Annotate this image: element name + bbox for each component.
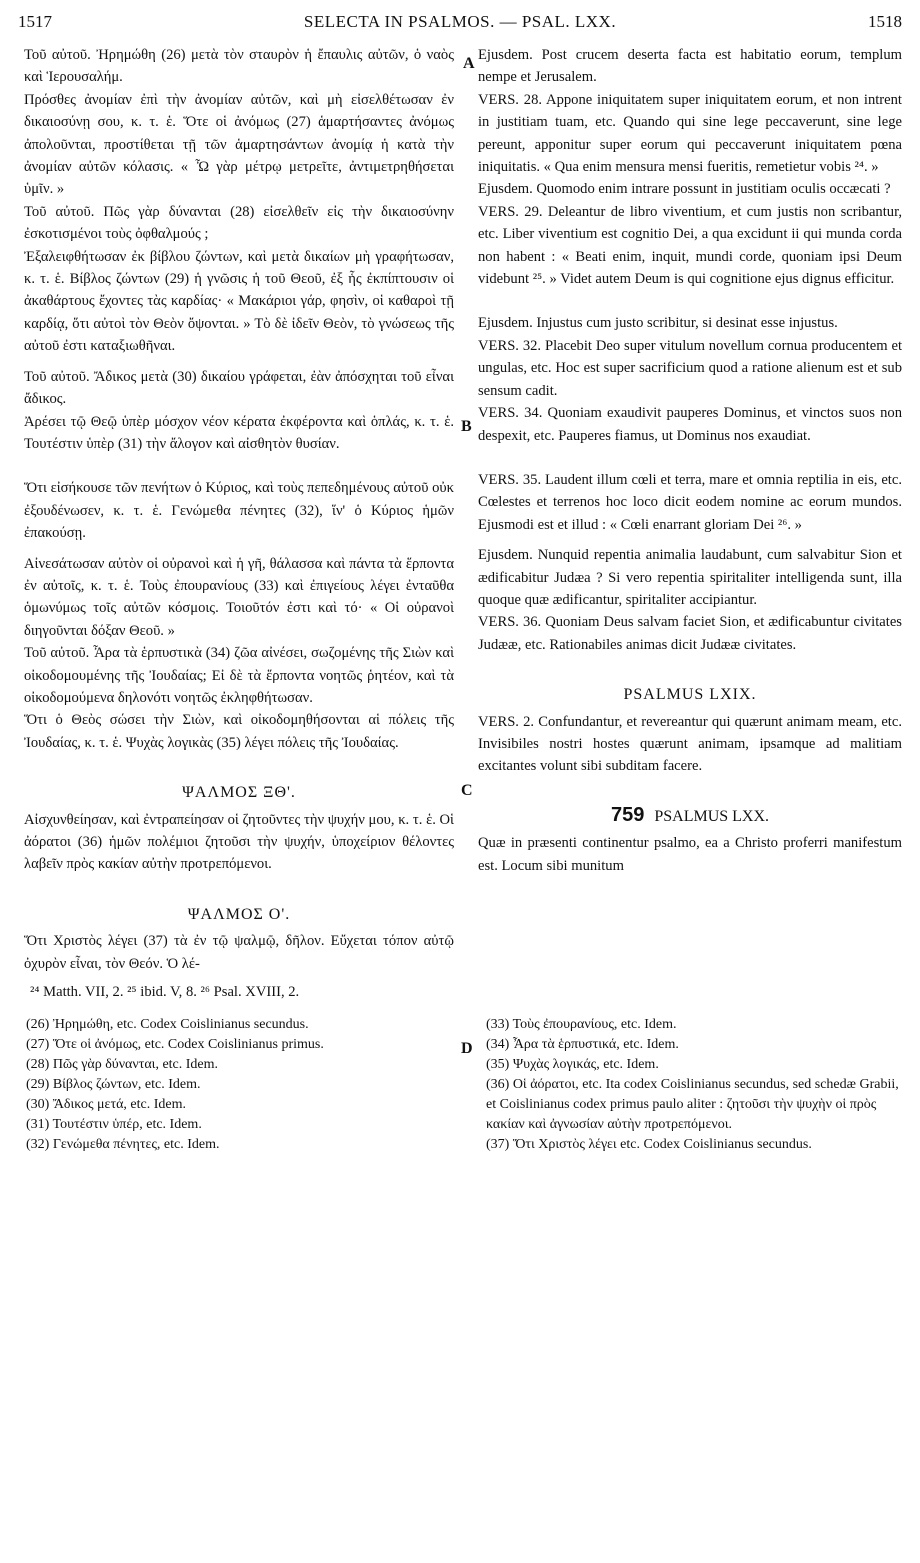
latin-paragraph: Ejusdem. Nunquid repentia animalia laudabunt, cum salvabitur Sion et ædificabitur Judæa ? Si vero repentia spiritaliter intelligenda sunt, illa quoque quæ ædificantur, spiritaliter accipiantur. (478, 547, 902, 608)
footnote: (27) Ὅτε οἱ ἀνόμως, etc. Codex Coislinianus primus. (26, 1037, 324, 1052)
footnote: (34) Ἆρα τὰ ἑρπυστικά, etc. Idem. (486, 1037, 679, 1052)
greek-paragraph: Ὅτι εἰσήκουσε τῶν πενήτων ὁ Κύριος, καὶ τοὺς πεπεδημένους αὐτοῦ οὐκ ἐξουδένωσεν, κ. τ. ἑ. Γενώμεθα πένητες (32), ἵν' ὁ Κύριος ἡμῶν ἐπακούσῃ. (24, 480, 454, 542)
margin-marker-b: B (461, 418, 472, 435)
footnote: (26) Ἠρημώθη, etc. Codex Coislinianus secundus. (26, 1017, 309, 1032)
latin-column (478, 44, 902, 877)
footnote: (31) Τουτέστιν ὑπέρ, etc. Idem. (26, 1117, 202, 1132)
greek-column (24, 44, 454, 975)
greek-paragraph: Ἀρέσει τῷ Θεῷ ὑπὲρ μόσχον νέον κέρατα ἐκφέροντα καὶ ὁπλάς, κ. τ. ἑ. Τουτέστιν ὑπὲρ (31) τὴν ἄλογον καὶ αἰσθητὸν θυσίαν. (24, 413, 454, 452)
latin-paragraph: Ejusdem. Injustus cum justo scribitur, si desinat esse injustus. (478, 315, 838, 332)
latin-paragraph: Ejusdem. Quomodo enim intrare possunt in justitiam oculis occæcati ? (478, 181, 891, 198)
greek-paragraph: Αἰνεσάτωσαν αὐτὸν οἱ οὐρανοὶ καὶ ἡ γῆ, θάλασσα καὶ πάντα τὰ ἕρποντα ἐν αὐτοῖς, κ. τ. ἑ. Τοὺς ἐπουρανίους (33) καὶ ἐπιγείους λέγει ἐνταῦθα ὁμωνύμως τοῖς αὐτῶν κόσμοις. Τοιοῦτόν ἐστι καὶ τό· « Οἱ οὐρανοὶ διηγοῦνται δόξαν Θεοῦ. » (24, 555, 454, 639)
margin-marker-d: D (461, 1040, 473, 1057)
greek-paragraph: Τοῦ αὐτοῦ. Ἄδικος μετὰ (30) δικαίου γράφεται, ἐὰν ἀπόσχηται τοῦ εἶναι ἄδικος. (24, 368, 454, 408)
page-number-right: 1518 (868, 12, 902, 31)
psalm-heading-greek-69: ΨΑΛΜΟΣ ΞΘ'. (182, 784, 296, 802)
greek-paragraph: Τοῦ αὐτοῦ. Πῶς γὰρ δύνανται (28) εἰσελθεῖν εἰς τὴν δικαιοσύνην ἐσκοτισμένοι τοὺς ὀφθαλμούς ; (24, 203, 454, 243)
running-header (0, 4, 920, 34)
psalm-heading-latin-69: PSALMUS LXIX. (623, 686, 757, 704)
footnotes-left (26, 1015, 456, 1155)
latin-paragraph: VERS. 28. Appone iniquitatem super iniquitatem eorum, et non intrent in justitiam tuam, etc. Quando qui sine lege peccaverunt, sine lege pereunt, apponitur super eorum qui peccaverunt iniquitatem pœna iniquitatis. « Qua enim mensura mensi fueritis, remetietur vobis ²⁴. » (478, 91, 902, 176)
column-number: 759 (610, 803, 645, 826)
psalm-heading-latin-70 (478, 804, 902, 828)
footnote: (30) Ἄδικος μετά, etc. Idem. (26, 1097, 186, 1112)
latin-paragraph: VERS. 2. Confundantur, et revereantur qui quærunt animam meam, etc. Invisibiles nostri hostes quærunt animam, ipsamque ad malitiam excitantes volunt sibi subditam facere. (478, 713, 902, 775)
greek-paragraph: Πρόσθες ἀνομίαν ἐπὶ τὴν ἀνομίαν αὐτῶν, καὶ μὴ εἰσελθέτωσαν ἐν δικαιοσύνῃ σου, κ. τ. ἑ. Ὅτε οἱ ἀνόμως (27) ἁμαρτήσαντες ἀνόμως ἀπολοῦνται, προστίθεται τῇ τῶν ἁμαρτησάντων ἀνομίᾳ ἡ κατὰ τὴν ἀνομίαν αὐτῶν κόλασις. « Ὦ γὰρ μέτρῳ μετρεῖτε, ἀντιμετρηθήσεται ὑμῖν. » (24, 91, 454, 198)
latin-paragraph: Quæ in præsenti continentur psalmo, ea a Christo proferri manifestum est. Locum sibi munitum (478, 835, 902, 874)
footnote: (36) Οἱ ἀόρατοι, etc. Ita codex Coislinianus secundus, sed schedæ Grabii, et Coislinianus codex primus paulo aliter : ζητοῦσι τὴν ψυχὴν οἱ πρὸς κακίαν καὶ ἀγνωσίαν αὐτὴν προτρεπόμενοι. (486, 1077, 899, 1132)
greek-paragraph: Ὅτι Χριστὸς λέγει (37) τὰ ἐν τῷ ψαλμῷ, δῆλον. Εὔχεται τόπον αὐτῷ ὀχυρὸν εἶναι, τὸν Θεόν. Ὁ λέ- (24, 933, 454, 972)
page-number-left: 1517 (18, 12, 52, 31)
footnote: (32) Γενώμεθα πένητες, etc. Idem. (26, 1137, 220, 1152)
greek-paragraph: Ὅτι ὁ Θεὸς σώσει τὴν Σιὼν, καὶ οἰκοδομηθήσονται αἱ πόλεις τῆς Ἰουδαίας, κ. τ. ἑ. Ψυχὰς λογικὰς (35) λέγει πόλεις τῆς Ἰουδαίας. (24, 712, 454, 751)
psalm-heading-latin-70-text: PSALMUS LXX. (654, 807, 770, 825)
footnote: (28) Πῶς γὰρ δύνανται, etc. Idem. (26, 1057, 219, 1072)
footnote: (37) Ὅτι Χριστὸς λέγει etc. Codex Coislinianus secundus. (486, 1137, 812, 1152)
footnote: (35) Ψυχὰς λογικάς, etc. Idem. (486, 1057, 659, 1072)
running-title: SELECTA IN PSALMOS. — PSAL. LXX. (303, 12, 617, 31)
greek-paragraph: Τοῦ αὐτοῦ. Ἆρα τὰ ἑρπυστικὰ (34) ζῶα αἰνέσει, σωζομένης τῆς Σιὼν καὶ οἰκοδομουμένης τῆς Ἰουδαίας; Εἰ δὲ τὰ ἕρποντα νοητῶς ῥητέον, καὶ τὰ οἰκοδομούμενα δηλονότι νοητῶς ἐκληφθήτωσαν. (24, 645, 454, 706)
footnote: (29) Βίβλος ζώντων, etc. Idem. (26, 1077, 201, 1092)
latin-paragraph: VERS. 36. Quoniam Deus salvam faciet Sion, et ædificabuntur civitates Judææ, etc. Rationabiles animas dicit Judææ civitates. (478, 614, 902, 653)
scripture-references: ²⁴ Matth. VII, 2. ²⁵ ibid. V, 8. ²⁶ Psal. XVIII, 2. (30, 984, 300, 1000)
psalm-heading-greek-70: ΨΑΛΜΟΣ Ο'. (187, 905, 291, 923)
latin-paragraph: Ejusdem. Post crucem deserta facta est habitatio eorum, templum nempe et Jerusalem. (478, 47, 902, 86)
greek-paragraph: Αἰσχυνθείησαν, καὶ ἐντραπείησαν οἱ ζητοῦντες τὴν ψυχήν μου, κ. τ. ἑ. Οἱ ἀόρατοι (36) ἡμῶν πολέμιοι ζητοῦσι τὴν ψυχήν, ὑποχείριον θέλοντες λαβεῖν πρὸς κακίαν αὐτὴν προτρεπόμενοι. (24, 811, 454, 873)
greek-paragraph: Τοῦ αὐτοῦ. Ἠρημώθη (26) μετὰ τὸν σταυρὸν ἡ ἔπαυλις αὐτῶν, ὁ ναὸς καὶ Ἱερουσαλήμ. (24, 47, 454, 86)
latin-paragraph: VERS. 35. Laudent illum cœli et terra, mare et omnia reptilia in eis, etc. Cœlestes et terrenos hoc loco dicit eodem nomine ac eorum mundos. Ejusmodi est et illud : « Cœli enarrant gloriam Dei ²⁶. » (478, 471, 902, 533)
latin-paragraph: VERS. 32. Placebit Deo super vitulum novellum cornua producentem et ungulas, etc. Hoc est super sacrificium quod a ratione alienum est et sub sensum cadit. (478, 337, 902, 399)
latin-paragraph: VERS. 29. Deleantur de libro viventium, et cum justis non scribantur, etc. Liber viventium est cognitio Dei, a qua excidunt ii qui munda corda non habent : « Beati enim, inquit, mundi corde, quoniam ipsi Deum videbunt ²⁵. » Videt autem Deum is qui cognitione ejus dignus efficitur. (478, 203, 902, 288)
margin-marker-c: C (461, 782, 473, 799)
footnote: (33) Τοὺς ἐπουρανίους, etc. Idem. (486, 1017, 677, 1032)
greek-paragraph: Ἐξαλειφθήτωσαν ἐκ βίβλου ζώντων, καὶ μετὰ δικαίων μὴ γραφήτωσαν, κ. τ. ἑ. Βίβλος ζώντων (29) ἡ γνῶσις ἡ τοῦ Θεοῦ, ἐξ ἧς ἐκπίπτουσιν οἱ ἀκαθάρτους ἔχοντες τὰς καρδίας· « Μακάριοι γάρ, φησὶν, οἱ καθαροὶ τῇ καρδίᾳ, ὅτι αὐτοὶ τὸν Θεὸν ὄψονται. » Τὸ δὲ ἰδεῖν Θεὸν, τὸ γνώσεως τῆς αὐτοῦ ἐστι καταξιωθῆναι. (24, 248, 454, 355)
latin-paragraph: VERS. 34. Quoniam exaudivit pauperes Dominus, et vinctos suos non despexit, etc. Pauperes fiamus, ut Dominus nos exaudiat. (478, 405, 902, 444)
margin-marker-a: A (463, 55, 475, 72)
footnotes-right (486, 1015, 906, 1155)
